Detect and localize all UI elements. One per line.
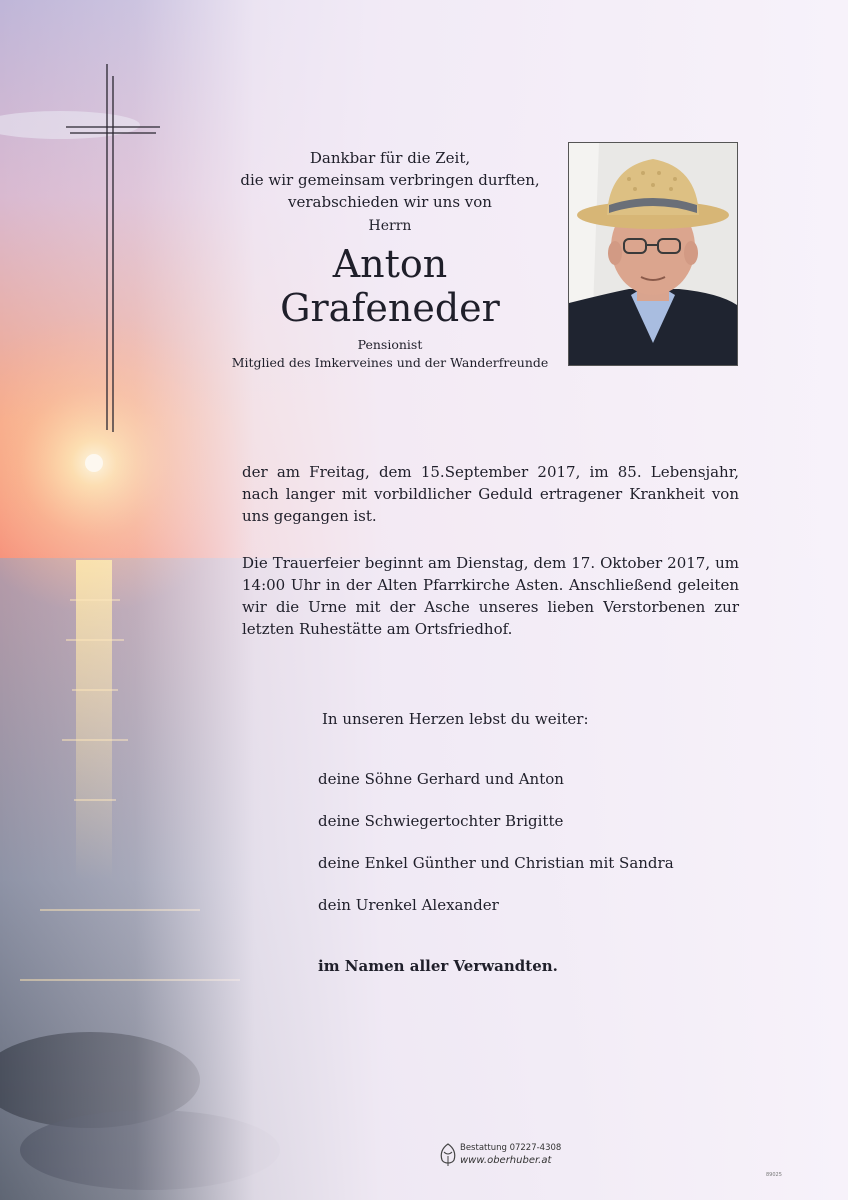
intro-line-2: die wir gemeinsam verbringen durften, bbox=[240, 171, 540, 189]
occupation-block bbox=[200, 336, 580, 372]
death-announcement-paragraph: der am Freitag, dem 15.September 2017, im 85. Lebensjahr, nach langer mit vorbildlicher Geduld ertragener Krankheit von uns gegangen ist. bbox=[242, 463, 739, 525]
footer-line-1 bbox=[460, 1143, 561, 1153]
footer-phone: 07227-4308 bbox=[509, 1143, 562, 1153]
last-name: Grafeneder bbox=[280, 286, 500, 330]
intro-text bbox=[230, 147, 550, 213]
portrait-illustration bbox=[569, 143, 737, 365]
first-name: Anton bbox=[332, 242, 448, 286]
portrait-photo bbox=[568, 142, 738, 366]
relative-line-3: deine Enkel Günther und Christian mit Sandra bbox=[318, 854, 674, 872]
footer-website: www.oberhuber.at bbox=[460, 1155, 552, 1166]
relative-line-1: deine Söhne Gerhard und Anton bbox=[318, 770, 564, 788]
latin-cross-icon bbox=[60, 62, 170, 434]
signoff: im Namen aller Verwandten. bbox=[318, 957, 558, 975]
intro-line-3: verabschieden wir uns von bbox=[288, 193, 492, 211]
salutation: Herrn bbox=[368, 218, 412, 234]
intro-line-1: Dankbar für die Zeit, bbox=[309, 149, 471, 167]
hearts-line: In unseren Herzen lebst du weiter: bbox=[322, 710, 589, 728]
template-code: 89025 bbox=[766, 1172, 782, 1178]
membership: Mitglied des Imkerveines und der Wanderfreunde bbox=[231, 355, 549, 370]
relative-line-2: deine Schwiegertochter Brigitte bbox=[318, 812, 564, 830]
occupation: Pensionist bbox=[357, 337, 423, 352]
funeral-service-paragraph: Die Trauerfeier beginnt am Dienstag, dem 17. Oktober 2017, um 14:00 Uhr in der Alten Pfarrkirche Asten. Anschließend geleiten wir die Urne mit der Asche unseres lieben Verstorbenen zur letzten Ruhestätte am Ortsfriedhof. bbox=[242, 554, 739, 638]
funeral-home-footer bbox=[436, 1142, 576, 1172]
funeral-home-logo-icon bbox=[436, 1142, 460, 1168]
deceased-name bbox=[200, 242, 580, 330]
footer-label: Bestattung bbox=[460, 1143, 507, 1153]
relative-line-4: dein Urenkel Alexander bbox=[318, 896, 499, 914]
